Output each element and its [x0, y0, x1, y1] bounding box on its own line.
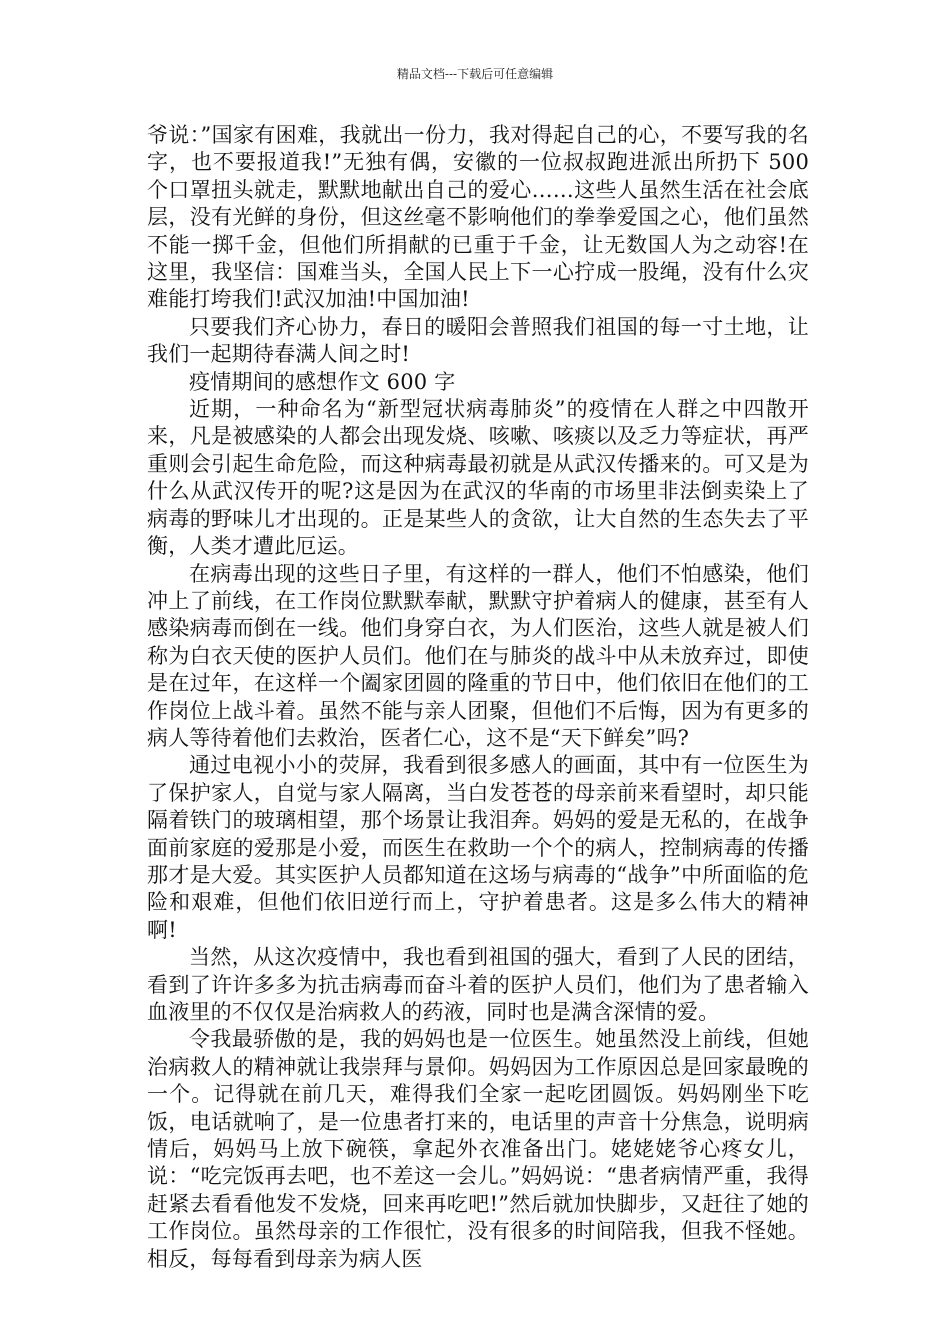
paragraph-6: 当然，从这次疫情中，我也看到祖国的强大，看到了人民的团结，看到了许许多多为抗击病毒而奋斗着的医护人员们，他们为了患者输入血液里的不仅仅是治病救人的药液，同时也是满含深情的爱。 — [147, 945, 809, 1024]
page-header: 精品文档---下载后可任意编辑 — [396, 67, 554, 81]
paragraph-1: 爷说：”国家有困难，我就出一份力，我对得起自己的心，不要写我的名字，也不要报道我!”无独有偶，安徽的一位叔叔跑进派出所扔下 500 个口罩扭头就走，默默地献出自己的爱心……这些人虽然生活在社会底层，没有光鲜的身份，但这丝毫不影响他们的拳拳爱国之心，他们虽然不能一掷千金，但他们所捐献的已重于千金，让无数国人为之动容!在这里，我坚信：国难当头，全国人民上下一心拧成一股绳，没有什么灾难能打垮我们!武汉加油!中国加油! — [147, 123, 809, 312]
paragraph-7: 令我最骄傲的是，我的妈妈也是一位医生。她虽然没上前线，但她治病救人的精神就让我崇拜与景仰。妈妈因为工作原因总是回家最晚的一个。记得就在前几天，难得我们全家一起吃团圆饭。妈妈刚坐下吃饭，电话就响了，是一位患者打来的，电话里的声音十分焦急，说明病情后，妈妈马上放下碗筷，拿起外衣准备出门。姥姥姥爷心疼女儿，说：“吃完饭再去吧，也不差这一会儿。”妈妈说：“患者病情严重，我得赶紧去看看他发不发烧，回来再吃吧!”然后就加快脚步，又赶往了她的工作岗位。虽然母亲的工作很忙，没有很多的时间陪我，但我不怪她。相反，每每看到母亲为病人医 — [147, 1027, 809, 1271]
paragraph-5: 通过电视小小的荧屏，我看到很多感人的画面，其中有一位医生为了保护家人，自觉与家人隔离，当白发苍苍的母亲前来看望时，却只能隔着铁门的玻璃相望，那个场景让我泪奔。妈妈的爱是无私的，在战争面前家庭的爱那是小爱，而医生在救助一个个的病人，控制病毒的传播那才是大爱。其实医护人员都知道在这场与病毒的“战争”中所面临的危险和艰难，但他们依旧逆行而上，守护着患者。这是多么伟大的精神啊! — [147, 753, 809, 942]
paragraph-3: 近期，一种命名为“新型冠状病毒肺炎”的疫情在人群之中四散开来，凡是被感染的人都会出现发烧、咳嗽、咳痰以及乏力等症状，再严重则会引起生命危险，而这种病毒最初就是从武汉传播来的。可又是为什么从武汉传开的呢?这是因为在武汉的华南的市场里非法倒卖染上了病毒的野味儿才出现的。正是某些人的贪欲，让大自然的生态失去了平衡，人类才遭此厄运。 — [147, 397, 809, 559]
document-body — [147, 122, 809, 1273]
paragraph-2: 只要我们齐心协力，春日的暖阳会普照我们祖国的每一寸土地，让我们一起期待春满人间之时! — [147, 314, 809, 367]
paragraph-4: 在病毒出现的这些日子里，有这样的一群人，他们不怕感染，他们冲上了前线，在工作岗位默默奉献，默默守护着病人的健康，甚至有人感染病毒而倒在一线。他们身穿白衣，为人们医治，这些人就是被人们称为白衣天使的医护人员们。他们在与肺炎的战斗中从未放弃过，即使是在过年，在这样一个阖家团圆的隆重的节日中，他们依旧在他们的工作岗位上战斗着。虽然不能与亲人团聚，但他们不后悔，因为有更多的病人等待着他们去救治，医者仁心，这不是“天下鲜矣”吗? — [147, 561, 809, 750]
section-heading: 疫情期间的感想作文 600 字 — [189, 369, 456, 394]
